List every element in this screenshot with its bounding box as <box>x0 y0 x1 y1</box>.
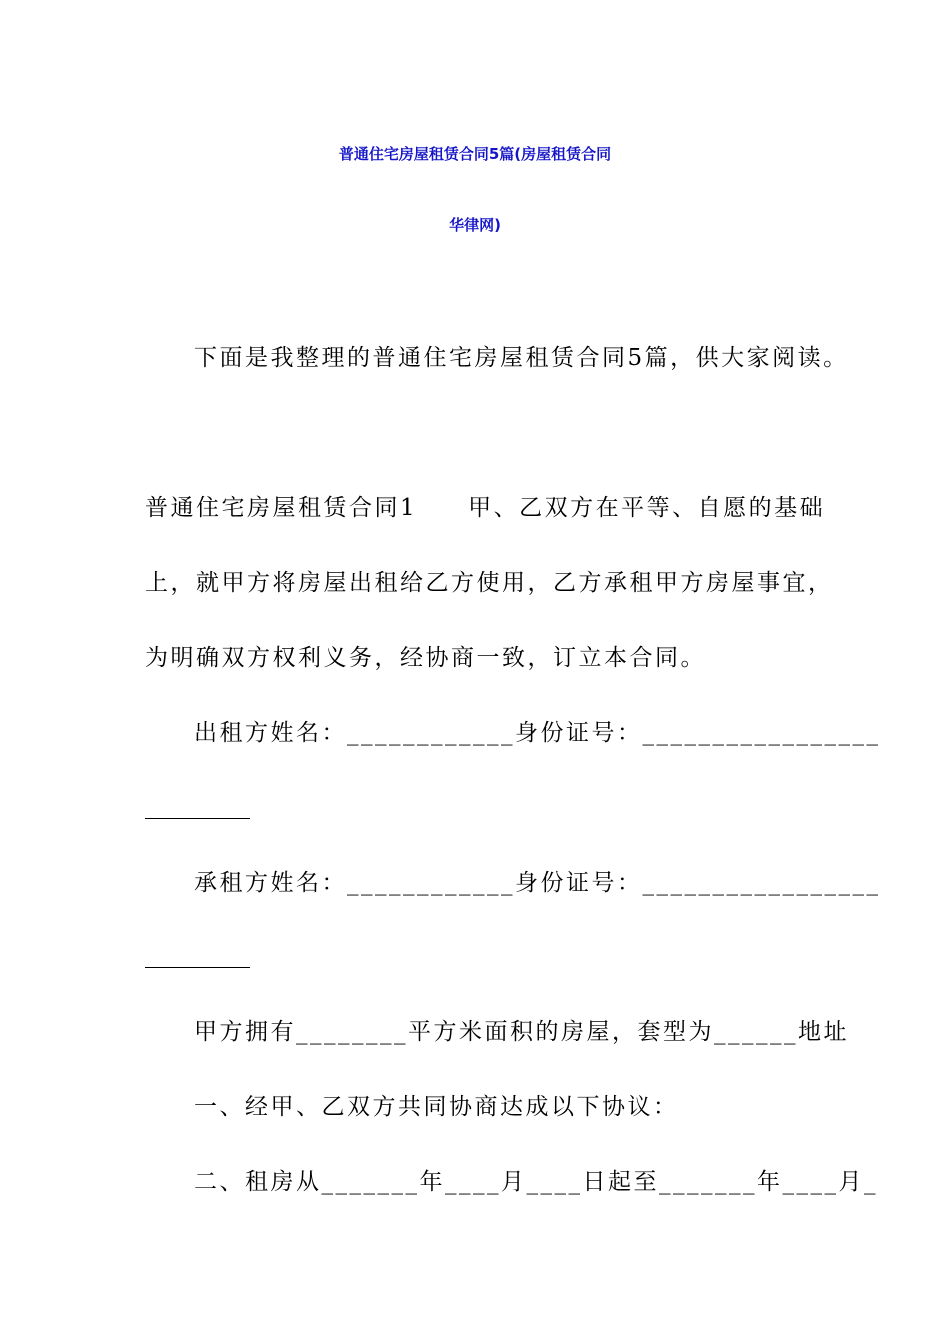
contract-paragraph-line-3: 为明确双方权利义务，经协商一致，订立本合同。 <box>145 645 706 671</box>
lessee-info-line: 承租方姓名：____________身份证号：_________________ <box>194 870 881 896</box>
contract-paragraph-line-2: 上，就甲方将房屋出租给乙方使用，乙方承租甲方房屋事宜， <box>145 570 834 596</box>
lessee-id-blank-continuation <box>145 967 250 968</box>
clause-one: 一、经甲、乙双方共同协商达成以下协议： <box>194 1094 679 1120</box>
intro-paragraph: 下面是我整理的普通住宅房屋租赁合同5篇，供大家阅读。 <box>194 345 849 371</box>
clause-two: 二、租房从_______年____月____日起至_______年____月_ <box>194 1169 878 1195</box>
document-title-line-2: 华律网) <box>449 216 501 234</box>
contract-paragraph-line-1: 普通住宅房屋租赁合同1 甲、乙双方在平等、自愿的基础 <box>145 495 826 521</box>
document-title-line-1: 普通住宅房屋租赁合同5篇(房屋租赁合同 <box>338 145 612 163</box>
lessor-info-line: 出租方姓名：____________身份证号：_________________ <box>194 720 881 746</box>
property-area-line: 甲方拥有________平方米面积的房屋，套型为______地址 <box>194 1019 849 1045</box>
lessor-id-blank-continuation <box>145 818 250 819</box>
